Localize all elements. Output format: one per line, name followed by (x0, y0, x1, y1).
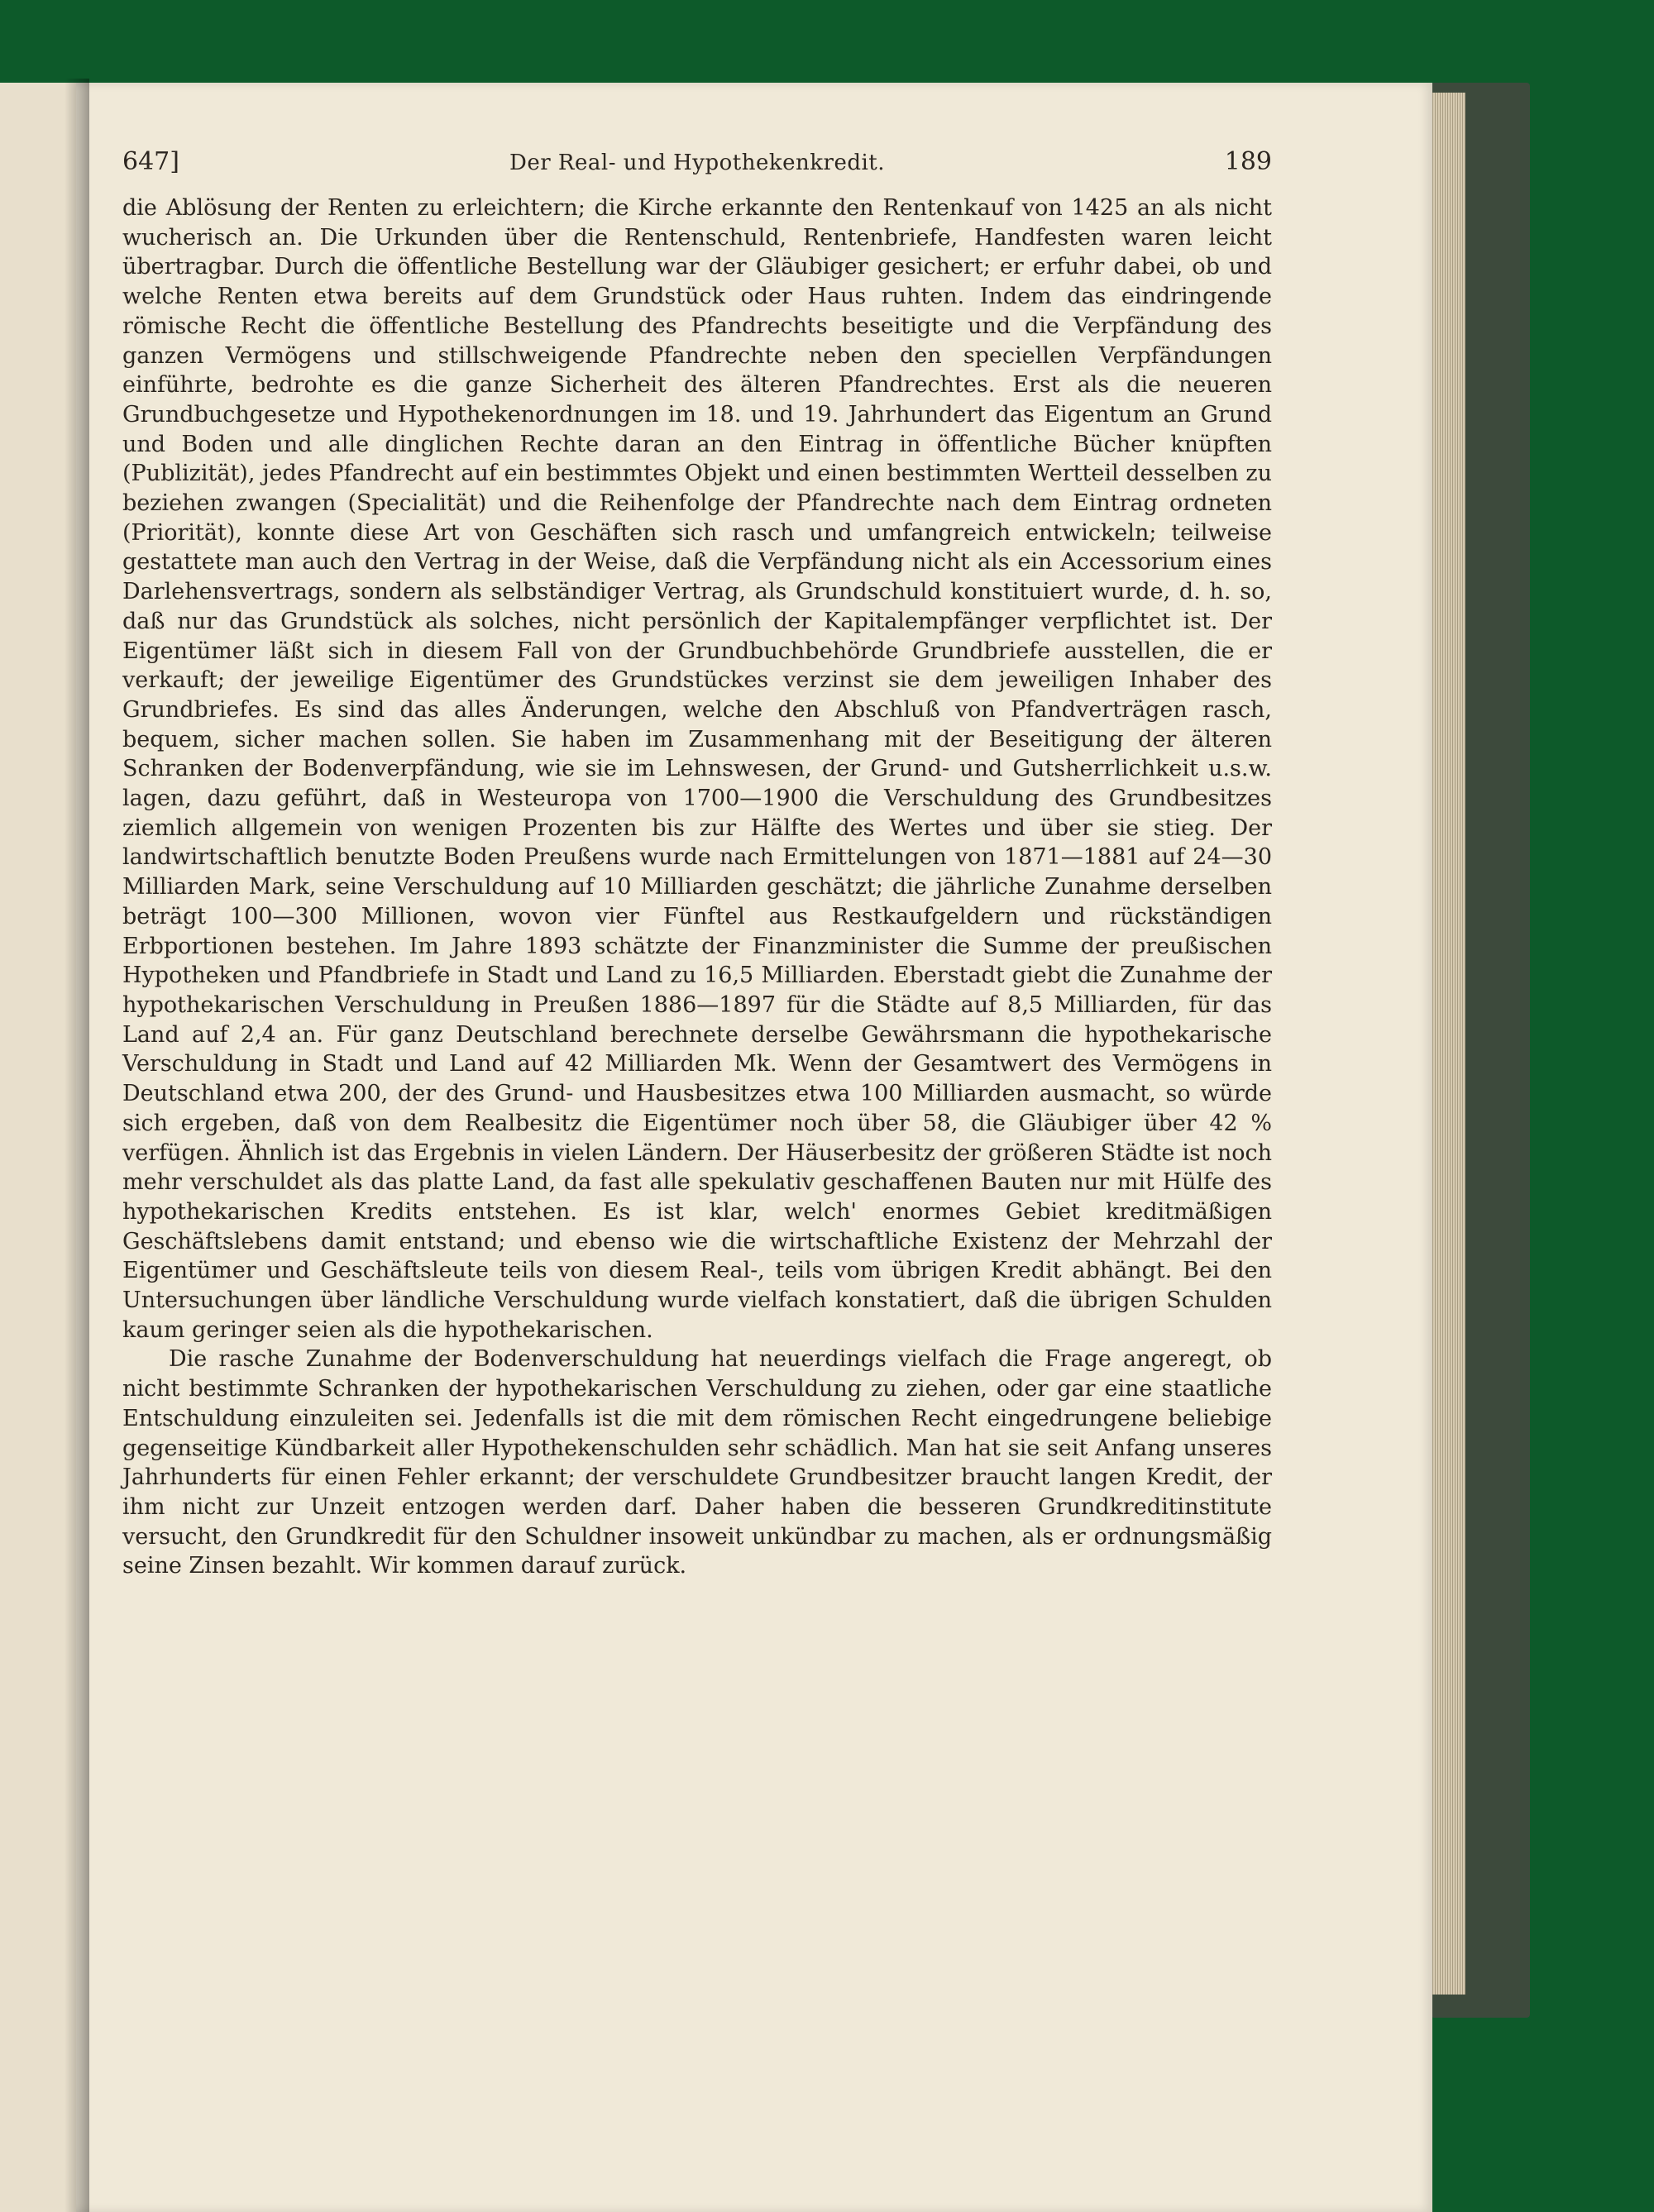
body-text (122, 193, 1272, 1581)
page-reference: 647] (122, 147, 179, 176)
paragraph: Die rasche Zunahme der Bodenverschuldung hat neuerdings vielfach die Frage angeregt, ob nicht bestimmte Schranken der hypothekarischen Verschuldung zu ziehen, oder gar eine staatliche Entschuldung einzuleiten sei. Jedenfalls ist die mit dem römischen Recht eingedrungene beliebige gegenseitige Kündbarkeit aller Hypothekenschulden sehr schädlich. Man hat sie seit Anfang unseres Jahrhunderts für einen Fehler erkannt; der verschuldete Grundbesitzer braucht langen Kredit, der ihm nicht zur Unzeit entzogen werden darf. Daher haben die besseren Grundkreditinstitute versucht, den Grundkredit für den Schuldner insoweit unkündbar zu machen, als er ordnungsmäßig seine Zinsen bezahlt. Wir kommen darauf zurück. (122, 1346, 1272, 1579)
gutter-shadow (65, 79, 89, 2212)
page-number: 189 (1224, 147, 1272, 176)
paragraph: die Ablösung der Renten zu erleichtern; die Kirche erkannte den Rentenkauf von 1425 an als nicht wucherisch an. Die Urkunden über die Rentenschuld, Rentenbriefe, Handfesten waren leicht übertragbar. Durch die öffentliche Bestellung war der Gläubiger gesichert; er erfuhr dabei, ob und welche Renten etwa bereits auf dem Grundstück oder Haus ruhten. Indem das eindringende römische Recht die öffentliche Bestellung des Pfandrechts beseitigte und die Verpfändung des ganzen Vermögens und stillschweigende Pfandrechte neben den speciellen Verpfändungen einführte, bedrohte es die ganze Sicherheit des älteren Pfandrechtes. Erst als die neueren Grundbuchgesetze und Hypothekenordnungen im 18. und 19. Jahrhundert das Eigentum an Grund und Boden und alle dinglichen Rechte daran an den Eintrag in öffentliche Bücher knüpften (Publizität), jedes Pfandrecht auf ein bestimmtes Objekt und einen bestimmten Wertteil desselben zu beziehen zwangen (Specialität) und die Reihenfolge der Pfandrechte nach dem Eintrag ordneten (Priorität), konnte diese Art von Geschäften sich rasch und umfangreich entwickeln; teilweise gestattete man auch den Vertrag in der Weise, daß die Verpfändung nicht als ein Accessorium eines Darlehensvertrags, sondern als selbständiger Vertrag, als Grundschuld konstituiert wurde, d. h. so, daß nur das Grundstück als solches, nicht persönlich der Kapitalempfänger verpflichtet ist. Der Eigentümer läßt sich in diesem Fall von der Grundbuchbehörde Grundbriefe ausstellen, die er verkauft; der jeweilige Eigentümer des Grundstückes verzinst sie dem jeweiligen Inhaber des Grundbriefes. Es sind das alles Änderungen, welche den Abschluß von Pfandverträgen rasch, bequem, sicher machen sollen. Sie haben im Zusammenhang mit der Beseitigung der älteren Schranken der Bodenverpfändung, wie sie im Lehnswesen, der Grund- und Gutsherrlichkeit u.s.w. lagen, dazu geführt, daß in Westeuropa von 1700—1900 die Verschuldung des Grundbesitzes ziemlich allgemein von wenigen Prozenten bis zur Hälfte des Wertes und über sie stieg. Der landwirtschaftlich benutzte Boden Preußens wurde nach Ermittelungen von 1871—1881 auf 24—30 Milliarden Mark, seine Verschuldung auf 10 Milliarden geschätzt; die jährliche Zunahme derselben beträgt 100—300 Millionen, wovon vier Fünftel aus Restkaufgeldern und rückständigen Erbportionen bestehen. Im Jahre 1893 schätzte der Finanzminister die Summe der preußischen Hypotheken und Pfandbriefe in Stadt und Land zu 16,5 Milliarden. Eberstadt giebt die Zunahme der hypothekarischen Verschuldung in Preußen 1886—1897 für die Städte auf 8,5 Milliarden, für das Land auf 2,4 an. Für ganz Deutschland berechnete derselbe Gewährsmann die hypothekarische Verschuldung in Stadt und Land auf 42 Milliarden Mk. Wenn der Gesamtwert des Vermögens in Deutschland etwa 200, der des Grund- und Hausbesitzes etwa 100 Milliarden ausmacht, so würde sich ergeben, daß von dem Realbesitz die Eigentümer noch über 58, die Gläubiger über 42 % verfügen. Ähnlich ist das Ergebnis in vielen Ländern. Der Häuserbesitz der größeren Städte ist noch mehr verschuldet als das platte Land, da fast alle spekulativ geschaffenen Bauten nur mit Hülfe des hypothekarischen Kredits entstehen. Es ist klar, welch' enormes Gebiet kreditmäßigen Geschäftslebens damit entstand; und ebenso wie die wirtschaftliche Existenz der Mehrzahl der Eigentümer und Geschäftsleute teils von diesem Real-, teils vom übrigen Kredit abhängt. Bei den Untersuchungen über ländliche Verschuldung wurde vielfach konstatiert, daß die übrigen Schulden kaum geringer seien als die hypothekarischen. (122, 195, 1272, 1343)
running-header (122, 147, 1272, 184)
running-title: Der Real- und Hypothekenkredit. (509, 150, 886, 175)
